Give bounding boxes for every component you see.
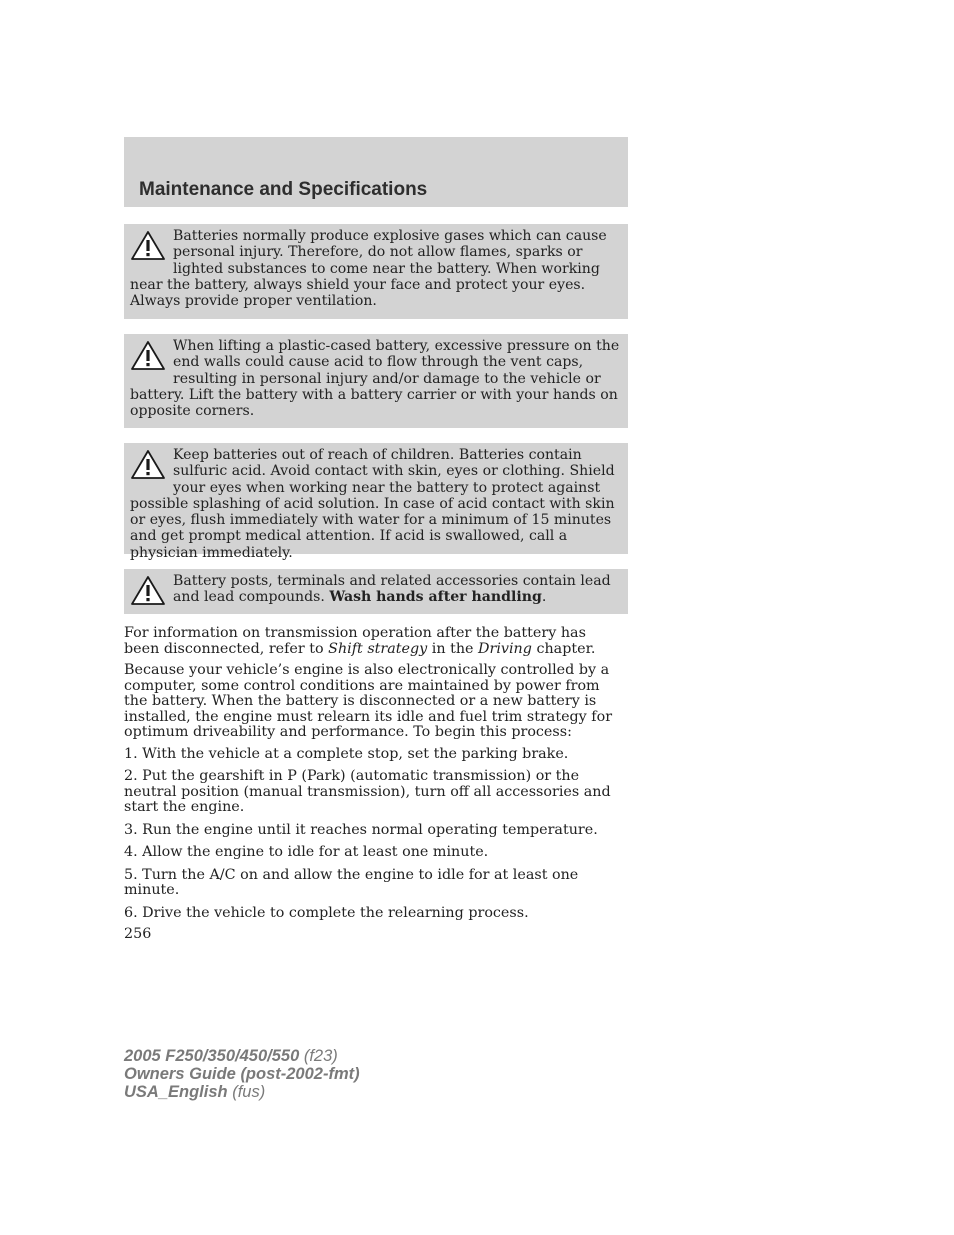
warning-box — [124, 224, 628, 319]
procedure-step: 1. With the vehicle at a complete stop, set the parking brake. — [124, 745, 569, 762]
body-text — [124, 626, 624, 928]
warning-box — [124, 443, 628, 561]
warning-triangle-icon — [130, 575, 166, 607]
shift-strategy-reference: Shift strategy — [328, 640, 428, 657]
warning-box — [124, 569, 628, 614]
footer-line: Owners Guide (post-2002-fmt) — [124, 1065, 360, 1083]
transmission-paragraph: For information on transmission operation after the battery has been disconnected, refer to Shift strategy in the Driving chapter. — [124, 625, 596, 657]
page-number: 256 — [124, 926, 152, 942]
warning-box — [124, 334, 628, 428]
warning-triangle-icon — [130, 449, 166, 481]
relearn-intro-paragraph: Because your vehicle’s engine is also electronically controlled by a computer, some control conditions are maintained by power from the battery. When the battery is disconnected or a new battery is installed, the engine must relearn its idle and fuel trim strategy for optimum driveability and performance. To begin this process: — [124, 662, 613, 740]
procedure-step: 5. Turn the A/C on and allow the engine to idle for at least one minute. — [124, 866, 579, 898]
warning-text: Battery posts, terminals and related accessories contain lead and lead compounds. Wash hands after handling. — [173, 573, 611, 606]
warning-emphasis: Wash hands after handling — [329, 589, 542, 606]
section-header-band — [124, 137, 628, 207]
procedure-step: 4. Allow the engine to idle for at least one minute. — [124, 844, 489, 860]
procedure-step: 6. Drive the vehicle to complete the relearning process. — [124, 904, 529, 921]
footer-line: 2005 F250/350/450/550 (f23) — [124, 1047, 338, 1065]
warning-triangle-icon — [130, 230, 166, 262]
procedure-step: 2. Put the gearshift in P (Park) (automatic transmission) or the neutral position (manual transmission), turn off all accessories and start the engine. — [124, 768, 611, 815]
footer-line: USA_English (fus) — [124, 1083, 266, 1101]
warning-text: When lifting a plastic-cased battery, excessive pressure on the end walls could cause acid to flow through the vent caps, resulting in personal injury and/or damage to the vehicle or battery. Lift the battery with a battery carrier or with your hands on opposite corners. — [130, 338, 620, 420]
section-title: Maintenance and Specifications — [139, 179, 428, 200]
driving-chapter-reference: Driving — [478, 640, 532, 657]
procedure-step: 3. Run the engine until it reaches normal operating temperature. — [124, 821, 598, 838]
document-footer — [124, 1047, 360, 1101]
warning-text: Batteries normally produce explosive gases which can cause personal injury. Therefore, do not allow flames, sparks or lighted substances to come near the battery. When working near the battery, always shield your face and protect your eyes. Always provide proper ventilation. — [130, 228, 607, 310]
warning-text: Keep batteries out of reach of children. Batteries contain sulfuric acid. Avoid contact with skin, eyes or clothing. Shield your eyes when working near the battery to protect against possible splashing of acid solution. In case of acid contact with skin or eyes, flush immediately with water for a minimum of 15 minutes and get prompt medical attention. If acid is swallowed, call a physician immediately. — [130, 447, 615, 561]
warning-triangle-icon — [130, 340, 166, 372]
